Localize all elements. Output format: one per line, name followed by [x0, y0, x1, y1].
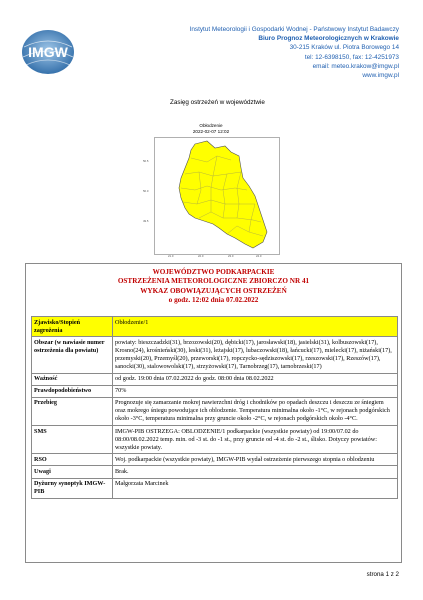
map-frame [154, 137, 280, 255]
row-value-rso: Woj. podkarpackie (wszystkie powiaty), IMGW-PIB wydał ostrzeżenie pierwszego stopnia o oblodzeniu [113, 454, 398, 466]
row-label-sms: SMS [32, 426, 113, 454]
table-row [32, 397, 398, 425]
map-datetime: 2022-02-07 12:02 [192, 128, 230, 134]
map-title-block [140, 123, 282, 134]
table-row [32, 337, 398, 373]
header-phone: tel: 12-6398150, fax: 12-4251973 [304, 53, 399, 61]
document-title-time: o godz. 12:02 dnia 07.02.2022 [168, 295, 259, 304]
warning-map: Obłodzenie 2022-02-07 12:02 50.5 50.0 49.5 21.0 22.0 23.0 24.0 [140, 123, 282, 261]
region-podkarpackie-shape [179, 141, 267, 248]
warning-document [25, 263, 402, 563]
table-row [32, 466, 398, 478]
table-row [32, 317, 398, 337]
page-number: strona 1 z 2 [366, 571, 399, 578]
row-value-notes: Brak. [113, 466, 398, 478]
header-office-name: Biuro Prognoz Meteorologicznych w Krakowie [258, 35, 399, 43]
row-value-sms: IMGW-PIB OSTRZEGA: OBLODZENIE/1 podkarpackie (wszystkie powiaty) od 19:00/07.02 do 08:00/08.02.2022 temp. min. od -3 st. do -1 st., przy gruncie od -4 st. do -2 st., ślisko. Dotyczy powiatów: wszystkie powiaty. [113, 426, 398, 454]
row-label-forecaster: Dyżurny synoptyk IMGW-PIB [32, 478, 113, 498]
row-label-probability: Prawdopodobieństwo [32, 385, 113, 397]
document-title-list: WYKAZ OBOWIĄZUJĄCYCH OSTRZEŻEŃ [140, 286, 287, 295]
warning-table [31, 316, 398, 499]
row-value-phenomenon: Obłodzenie/1 [113, 317, 398, 337]
document-title [26, 268, 401, 305]
row-label-course: Przebieg [32, 397, 113, 425]
row-label-phenomenon: Zjawisko/Stopień zagrożenia [32, 317, 113, 337]
logo-text: IMGW [28, 44, 68, 60]
document-title-bulletin: OSTRZEŻENIA METEOROLOGICZNE ZBIORCZO NR 41 [117, 277, 310, 286]
row-value-forecaster: Małgorzata Marcinek [113, 478, 398, 498]
row-value-area: powiaty: bieszczadzki(31), brzozowski(20), dębicki(17), jarosławski(18), jasielski(31), kolbuszowski(17), Krosno(24), krośnieński(30), leski(31), leżajski(17), lubaczowski(18), łańcucki(17), mielecki(17), niżański(17), przemyski(20), Przemyśl(20), przeworski(17), ropczycko-sędziszowski(17), rzeszowski(17), Rzeszów(17), sanocki(30), stalowowolski(17), strzyżowski(17), Tarnobrzeg(17), tarnobrzeski(17) [113, 337, 398, 373]
table-row [32, 478, 398, 498]
header-institute-name: Instytut Meteorologii i Gospodarki Wodnej - Państwowy Instytut Badawczy [189, 26, 399, 33]
table-row [32, 385, 398, 397]
row-value-validity: od godz. 19:00 dnia 07.02.2022 do godz. 08:00 dnia 08.02.2022 [113, 373, 398, 385]
row-value-course: Prognozuje się zamarzanie mokrej nawierzchni dróg i chodników po opadach deszczu i deszczu ze śniegiem oraz mokrego śniegu powodujące ich oblodzenie. Temperatura minimalna około -1°C, w rejonach podgórskich około -3°C, temperatura minimalna przy gruncie około -2°C, w rejonach podgórskich około -4°C. [113, 397, 398, 425]
table-row [32, 454, 398, 466]
map-phenomenon: Obłodzenie [199, 123, 223, 128]
table-row [32, 373, 398, 385]
row-label-area: Obszar (w nawiasie numer ostrzeżenia dla powiatu) [32, 337, 113, 373]
row-label-validity: Ważność [32, 373, 113, 385]
document-title-region: WOJEWÓDZTWO PODKARPACKIE [152, 268, 275, 276]
row-value-probability: 70% [113, 385, 398, 397]
imgw-logo [18, 27, 78, 77]
header-address: 30-215 Kraków ul. Piotra Borowego 14 [289, 44, 399, 52]
row-label-notes: Uwagi [32, 466, 113, 478]
institute-header [139, 25, 399, 80]
header-website[interactable]: www.imgw.pl [362, 72, 399, 80]
table-row [32, 426, 398, 454]
row-label-rso: RSO [32, 454, 113, 466]
map-caption: Zasięg ostrzeżeń w województwie [170, 99, 265, 106]
header-email[interactable]: email: meteo.krakow@imgw.pl [312, 62, 399, 70]
